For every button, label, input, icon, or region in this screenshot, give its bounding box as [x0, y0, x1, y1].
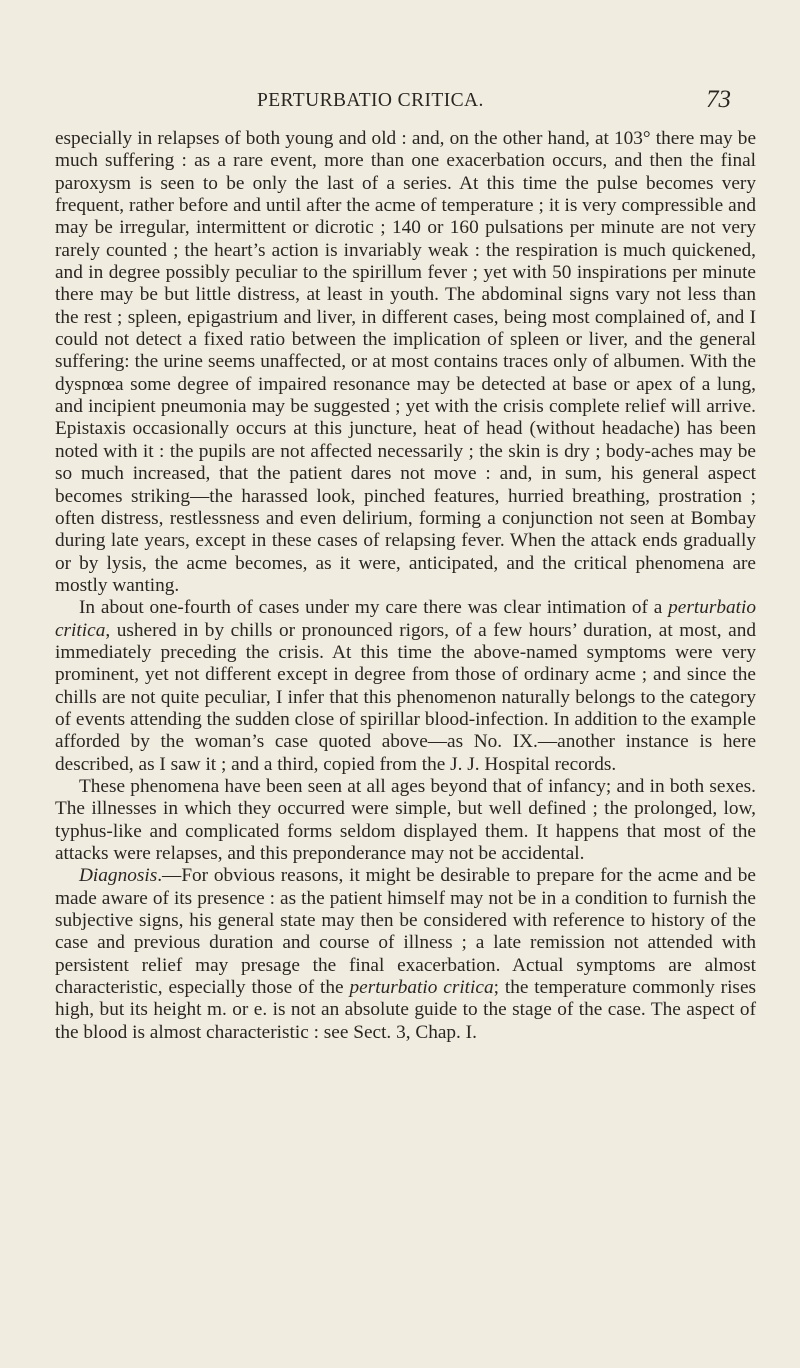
italic-text: perturbatio critica [55, 597, 756, 641]
italic-text: Diagnosis [79, 865, 158, 887]
running-head [0, 86, 800, 116]
paragraph [55, 597, 756, 776]
page-number: 73 [706, 86, 731, 113]
paragraph [55, 865, 756, 1044]
paragraph-text: In about one-fourth of cases under my care there was clear intimation of a [79, 597, 669, 619]
paragraph [55, 776, 756, 865]
paragraph [55, 128, 756, 597]
paragraph-text: ; the temperature commonly rises high, but its height m. or e. is not an absolute guide to the stage of the case. The aspect of the blood is almost characteristic : see Sect. 3, Chap. I. [55, 977, 757, 1043]
running-head-title: PERTURBATIO CRITICA. [257, 90, 484, 111]
body-text [55, 128, 756, 1044]
paragraph-text: , ushered in by chills or pronounced rigors, of a few hours’ duration, at most, and immediately preceding the crisis. At this time the above-named symptoms were very prominent, yet not different except in degree from those of ordinary acme ; and since the chills are not quite peculiar, I infer that this phenomenon naturally belongs to the category of events attending the sudden close of spirillar blood-infection. In addition to the example afforded by the woman’s case quoted above—as No. IX.—another instance is here described, as I saw it ; and a third, copied from the J. J. Hospital records. [55, 619, 756, 775]
paragraph-text: These phenomena have been seen at all ages beyond that of infancy; and in both sexes. The illnesses in which they occurred were simple, but well defined ; the prolonged, low, typhus-like and complicated forms seldom displayed them. It happens that most of the attacks were relapses, and this preponderance may not be accidental. [55, 775, 756, 864]
italic-text: perturbatio critica [349, 977, 494, 999]
paragraph-text: especially in relapses of both young and old : and, on the other hand, at 103° there may be much suffering : as a rare event, more than one exacerbation occurs, and then the final paroxysm is seen to be only the last of a series. At this time the pulse becomes very frequent, rather before and until after the acme of temperature ; it is very compressible and may be irregular, intermittent or dicrotic ; 140 or 160 pulsations per minute are not very rarely counted ; the heart’s action is invariably weak : the respiration is much quickened, and in degree possibly peculiar to the spirillum fever ; yet with 50 inspirations per minute there may be but little distress, at least in youth. The abdominal signs vary not less than the rest ; spleen, epigastrium and liver, in different cases, being most complained of, and I could not detect a fixed ratio between the implication of spleen or liver, and the general suffering: the urine seems unaffected, or at most contains traces only of albumen. With the dyspnœa some degree of impaired resonance may be detected at base or apex of a lung, and incipient pneumonia may be suggested ; yet with the crisis complete relief will arrive. Epistaxis occasionally occurs at this juncture, heat of head (without headache) has been noted with it : the pupils are not affected necessarily ; the skin is dry ; body-aches may be so much increased, that the patient dares not move : and, in sum, his general aspect becomes striking—the harassed look, pinched features, hurried breathing, prostration ; often distress, restlessness and even delirium, forming a conjunction not seen at Bombay during late years, except in these cases of relapsing fever. When the attack ends gradually or by lysis, the acme becomes, as it were, anticipated, and the critical phenomena are mostly wanting. [55, 128, 756, 596]
paragraph-text: .—For obvious reasons, it might be desirable to prepare for the acme and be made aware of its presence : as the patient himself may not be in a condition to furnish the subjective signs, his general state may then be considered with reference to history of the case and previous duration and course of illness ; a late remission not attended with persistent relief may presage the final exacerbation. Actual symptoms are almost characteristic, especially those of the [55, 865, 756, 999]
